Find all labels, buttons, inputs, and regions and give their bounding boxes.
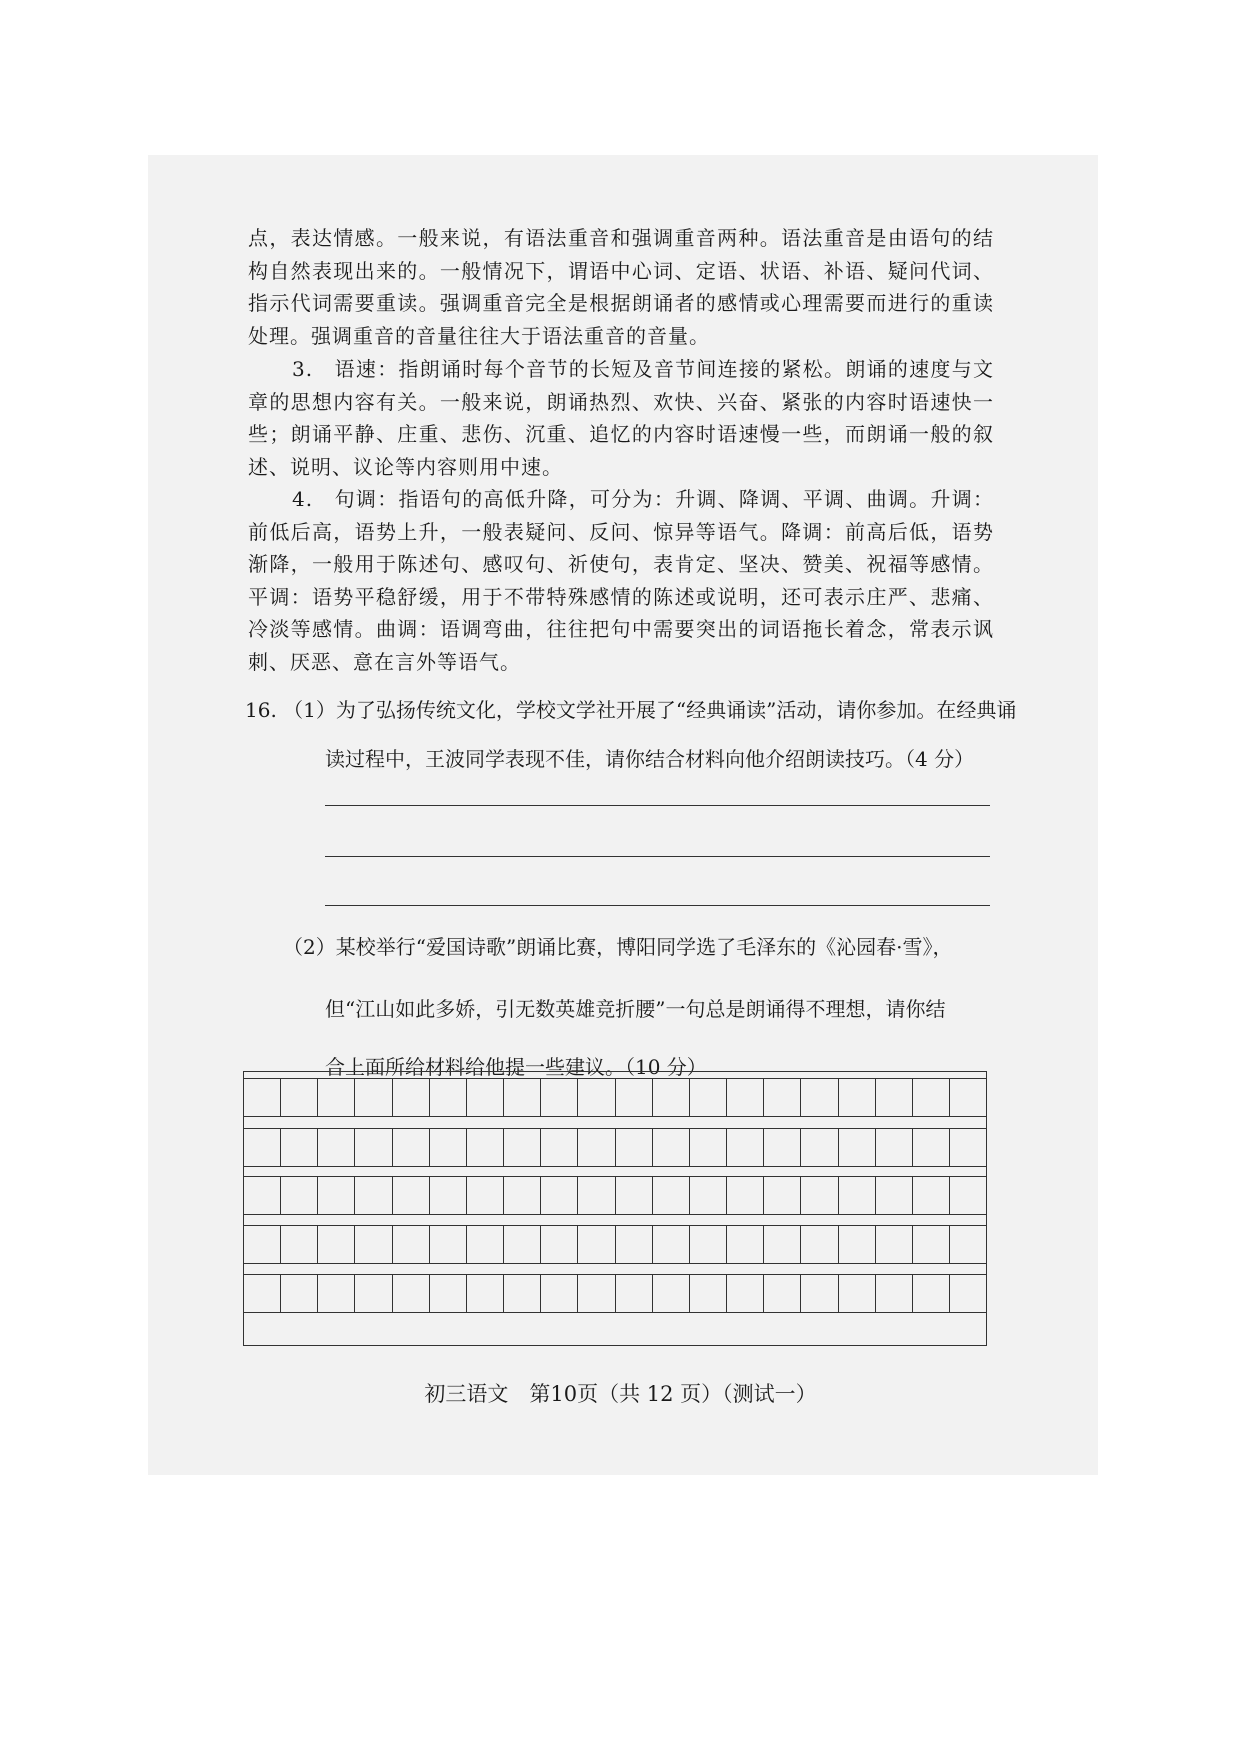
grid-cell[interactable]: [801, 1129, 838, 1166]
grid-cell[interactable]: [467, 1177, 504, 1214]
question-16-2-line-3: 合上面所给材料给他提一些建议。（10 分）: [325, 1055, 707, 1079]
grid-cell[interactable]: [727, 1129, 764, 1166]
grid-cell[interactable]: [355, 1275, 392, 1312]
grid-cell[interactable]: [727, 1079, 764, 1116]
grid-cell[interactable]: [318, 1177, 355, 1214]
question-16-1-line-2: 读过程中，王波同学表现不佳，请你结合材料向他介绍朗读技巧。（4 分）: [325, 747, 975, 771]
grid-cell[interactable]: [467, 1275, 504, 1312]
question-16-2-line-2: 但“江山如此多娇，引无数英雄竞折腰”一句总是朗诵得不理想，请你结: [325, 997, 946, 1021]
grid-cell[interactable]: [839, 1275, 876, 1312]
grid-cell[interactable]: [318, 1226, 355, 1263]
grid-cell[interactable]: [801, 1275, 838, 1312]
grid-cell[interactable]: [616, 1079, 653, 1116]
grid-cell[interactable]: [504, 1226, 541, 1263]
grid-cell[interactable]: [281, 1129, 318, 1166]
grid-cell[interactable]: [653, 1079, 690, 1116]
grid-cell[interactable]: [950, 1129, 986, 1166]
grid-cell[interactable]: [839, 1226, 876, 1263]
grid-cell[interactable]: [541, 1129, 578, 1166]
grid-cell[interactable]: [430, 1275, 467, 1312]
grid-cell[interactable]: [244, 1226, 281, 1263]
grid-cell[interactable]: [244, 1275, 281, 1312]
grid-cell[interactable]: [393, 1177, 430, 1214]
grid-cell[interactable]: [690, 1129, 727, 1166]
grid-cell[interactable]: [467, 1079, 504, 1116]
grid-cell[interactable]: [801, 1177, 838, 1214]
grid-cell[interactable]: [281, 1275, 318, 1312]
passage-paragraph-intonation: 4. 句调：指语句的高低升降，可分为：升调、降调、平调、曲调。升调：前低后高，语势上升，一般表疑问、反问、惊异等语气。降调：前高后低，语势渐降，一般用于陈述句、感叹句、祈使句，表肯定、坚决、赞美、祝福等感情。平调：语势平稳舒缓，用于不带特殊感情的陈述或说明，还可表示庄严、悲痛、冷淡等感情。曲调：语调弯曲，往往把句中需要突出的词语拖长着念，常表示讽刺、厌恶、意在言外等语气。: [248, 487, 994, 674]
grid-cell[interactable]: [467, 1129, 504, 1166]
grid-cell[interactable]: [801, 1226, 838, 1263]
grid-cell[interactable]: [876, 1177, 913, 1214]
grid-cell[interactable]: [616, 1275, 653, 1312]
grid-cell[interactable]: [616, 1177, 653, 1214]
grid-cell[interactable]: [578, 1226, 615, 1263]
grid-cell[interactable]: [839, 1177, 876, 1214]
grid-cell[interactable]: [355, 1079, 392, 1116]
grid-cell[interactable]: [504, 1275, 541, 1312]
answer-line-1[interactable]: [325, 805, 990, 806]
passage-paragraph-stress: 点，表达情感。一般来说，有语法重音和强调重音两种。语法重音是由语句的结构自然表现出来的。一般情况下，谓语中心词、定语、状语、补语、疑问代词、指示代词需要重读。强调重音完全是根据朗诵者的感情或心理需要而进行的重读处理。强调重音的音量往往大于语法重音的音量。: [248, 226, 994, 348]
grid-cell[interactable]: [541, 1177, 578, 1214]
grid-cell[interactable]: [318, 1129, 355, 1166]
grid-cell[interactable]: [430, 1079, 467, 1116]
grid-cell[interactable]: [950, 1079, 986, 1116]
grid-cell[interactable]: [430, 1177, 467, 1214]
grid-cell[interactable]: [950, 1177, 986, 1214]
grid-cell[interactable]: [467, 1226, 504, 1263]
grid-cell[interactable]: [504, 1129, 541, 1166]
grid-cell[interactable]: [281, 1079, 318, 1116]
grid-cell[interactable]: [244, 1177, 281, 1214]
grid-cell[interactable]: [764, 1275, 801, 1312]
grid-cell[interactable]: [764, 1226, 801, 1263]
grid-cell[interactable]: [764, 1177, 801, 1214]
grid-cell[interactable]: [764, 1079, 801, 1116]
grid-row: [244, 1128, 986, 1167]
grid-cell[interactable]: [727, 1226, 764, 1263]
grid-cell[interactable]: [653, 1177, 690, 1214]
grid-cell[interactable]: [393, 1226, 430, 1263]
question-16-2-line-1: （2）某校举行“爱国诗歌”朗诵比赛，博阳同学选了毛泽东的《沁园春·雪》，: [283, 935, 953, 959]
answer-writing-grid[interactable]: [243, 1071, 987, 1346]
grid-row: [244, 1225, 986, 1264]
grid-cell[interactable]: [616, 1226, 653, 1263]
grid-cell[interactable]: [653, 1275, 690, 1312]
grid-cell[interactable]: [541, 1079, 578, 1116]
grid-cell[interactable]: [504, 1079, 541, 1116]
grid-cell[interactable]: [839, 1079, 876, 1116]
grid-cell[interactable]: [355, 1177, 392, 1214]
grid-cell[interactable]: [318, 1275, 355, 1312]
grid-cell[interactable]: [578, 1177, 615, 1214]
grid-row: [244, 1274, 986, 1313]
grid-cell[interactable]: [876, 1129, 913, 1166]
grid-cell[interactable]: [690, 1226, 727, 1263]
grid-cell[interactable]: [616, 1129, 653, 1166]
grid-cell[interactable]: [913, 1129, 950, 1166]
grid-cell[interactable]: [690, 1275, 727, 1312]
grid-cell[interactable]: [541, 1275, 578, 1312]
grid-cell[interactable]: [244, 1079, 281, 1116]
grid-cell[interactable]: [764, 1129, 801, 1166]
grid-cell[interactable]: [727, 1275, 764, 1312]
grid-cell[interactable]: [318, 1079, 355, 1116]
grid-cell[interactable]: [913, 1275, 950, 1312]
passage-paragraph-speed: 3. 语速：指朗诵时每个音节的长短及音节间连接的紧松。朗诵的速度与文章的思想内容有关。一般来说，朗诵热烈、欢快、兴奋、紧张的内容时语速快一些；朗诵平静、庄重、悲伤、沉重、追忆的内容时语速慢一些，而朗诵一般的叙述、说明、议论等内容则用中速。: [248, 357, 994, 479]
grid-cell[interactable]: [430, 1226, 467, 1263]
grid-cell[interactable]: [876, 1079, 913, 1116]
grid-cell[interactable]: [578, 1275, 615, 1312]
grid-cell[interactable]: [393, 1079, 430, 1116]
answer-line-3[interactable]: [325, 905, 990, 906]
grid-cell[interactable]: [950, 1226, 986, 1263]
grid-cell[interactable]: [913, 1079, 950, 1116]
grid-cell[interactable]: [281, 1226, 318, 1263]
grid-cell[interactable]: [430, 1129, 467, 1166]
grid-cell[interactable]: [281, 1177, 318, 1214]
grid-cell[interactable]: [690, 1079, 727, 1116]
grid-cell[interactable]: [913, 1177, 950, 1214]
grid-cell[interactable]: [913, 1226, 950, 1263]
grid-cell[interactable]: [950, 1275, 986, 1312]
grid-cell[interactable]: [393, 1129, 430, 1166]
grid-cell[interactable]: [504, 1177, 541, 1214]
grid-cell[interactable]: [541, 1226, 578, 1263]
grid-cell[interactable]: [355, 1129, 392, 1166]
grid-cell[interactable]: [727, 1177, 764, 1214]
question-16-1-line-1: 16. （1）为了弘扬传统文化，学校文学社开展了“经典诵读”活动，请你参加。在经典诵: [245, 698, 1017, 722]
grid-cell[interactable]: [244, 1129, 281, 1166]
grid-cell[interactable]: [355, 1226, 392, 1263]
grid-cell[interactable]: [839, 1129, 876, 1166]
grid-cell[interactable]: [578, 1079, 615, 1116]
grid-cell[interactable]: [801, 1079, 838, 1116]
page-footer: 初三语文 第10页（共 12 页）（测试一）: [424, 1382, 817, 1406]
grid-cell[interactable]: [653, 1129, 690, 1166]
grid-row: [244, 1176, 986, 1215]
grid-cell[interactable]: [578, 1129, 615, 1166]
grid-cell[interactable]: [876, 1275, 913, 1312]
answer-line-2[interactable]: [325, 856, 990, 857]
grid-cell[interactable]: [876, 1226, 913, 1263]
grid-row: [244, 1078, 986, 1117]
grid-cell[interactable]: [653, 1226, 690, 1263]
grid-cell[interactable]: [690, 1177, 727, 1214]
grid-cell[interactable]: [393, 1275, 430, 1312]
